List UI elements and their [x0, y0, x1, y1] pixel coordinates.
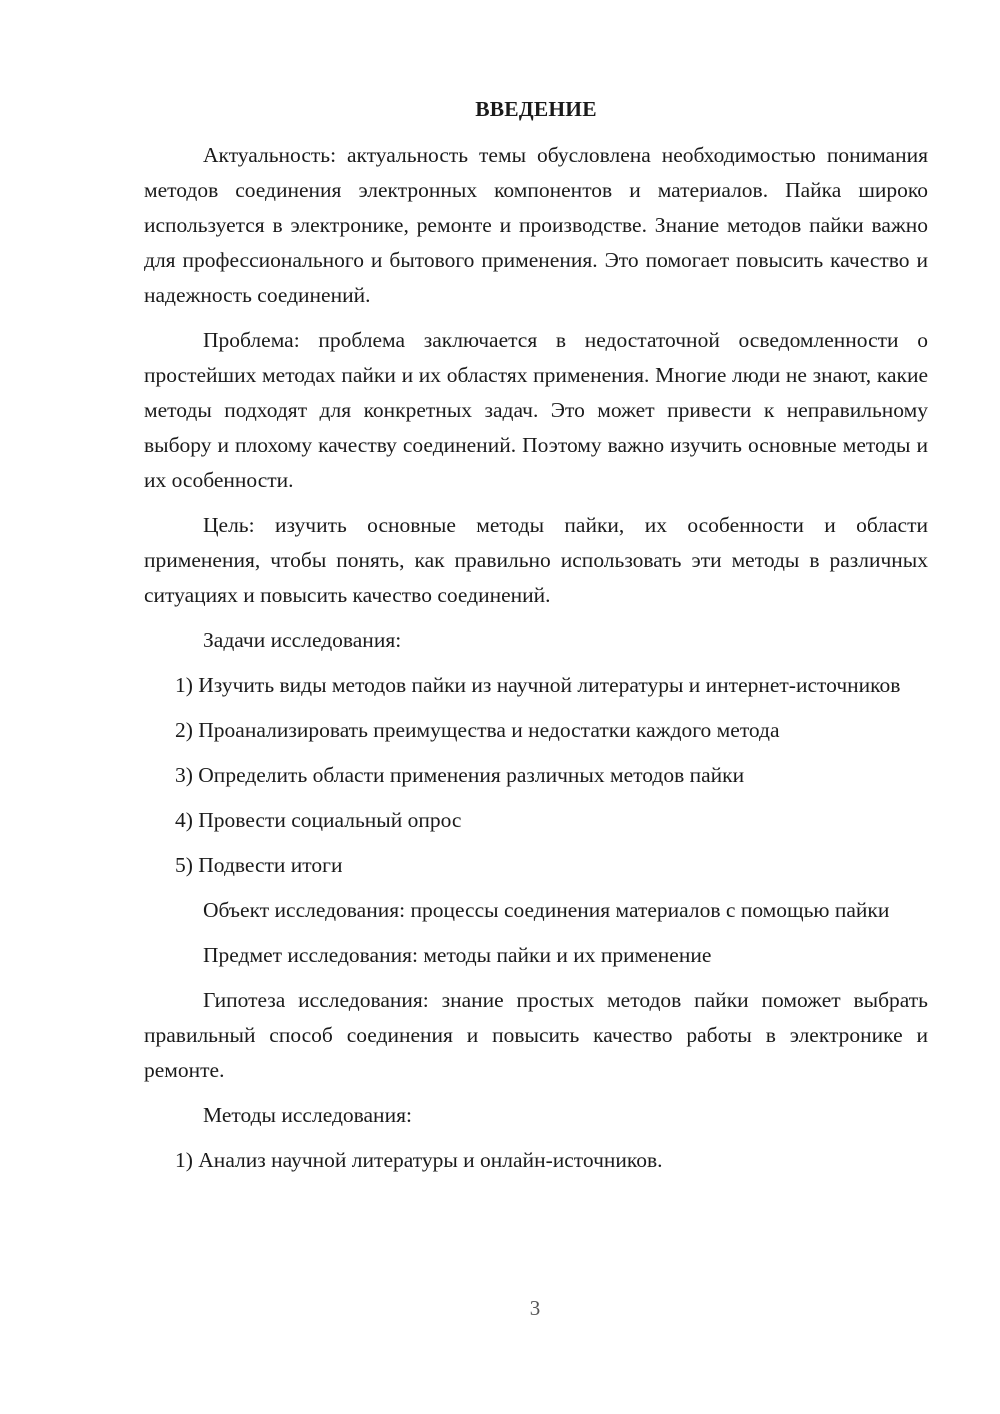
methods-list — [144, 1143, 928, 1178]
list-item: 2) Проанализировать преимущества и недостатки каждого метода — [175, 718, 780, 742]
list-item: 5) Подвести итоги — [175, 853, 343, 877]
problem-paragraph: Проблема: проблема заключается в недостаточной осведомленности о простейших методах пайки и их областях применения. Многие люди не знают, какие методы подходят для конкретных задач. Это может привести к неправильному выбору и плохому качеству соединений. Поэтому важно изучить основные методы и их особенности. — [144, 328, 928, 492]
list-item: 1) Изучить виды методов пайки из научной литературы и интернет-источников — [175, 673, 901, 697]
list-item: 1) Анализ научной литературы и онлайн-источников. — [175, 1148, 663, 1172]
subject-paragraph: Предмет исследования: методы пайки и их применение — [203, 943, 712, 967]
page-number: 3 — [529, 1296, 541, 1320]
object-paragraph: Объект исследования: процессы соединения материалов с помощью пайки — [203, 898, 890, 922]
relevance-paragraph: Актуальность: актуальность темы обусловлена необходимостью понимания методов соединения электронных компонентов и материалов. Пайка широко используется в электронике, ремонте и производстве. Знание методов пайки важно для профессионального и бытового применения. Это помогает повысить качество и надежность соединений. — [144, 143, 928, 307]
tasks-list — [144, 668, 928, 883]
hypothesis-paragraph: Гипотеза исследования: знание простых методов пайки поможет выбрать правильный способ соединения и повысить качество работы в электронике и ремонте. — [144, 988, 928, 1082]
list-item: 3) Определить области применения различных методов пайки — [175, 763, 745, 787]
tasks-heading: Задачи исследования: — [203, 628, 402, 652]
methods-heading: Методы исследования: — [203, 1103, 412, 1127]
goal-paragraph: Цель: изучить основные методы пайки, их особенности и области применения, чтобы понять, как правильно использовать эти методы в различных ситуациях и повысить качество соединений. — [144, 513, 928, 607]
document-page — [144, 92, 928, 1188]
list-item: 4) Провести социальный опрос — [175, 808, 462, 832]
page-title: ВВЕДЕНИЕ — [475, 97, 597, 121]
